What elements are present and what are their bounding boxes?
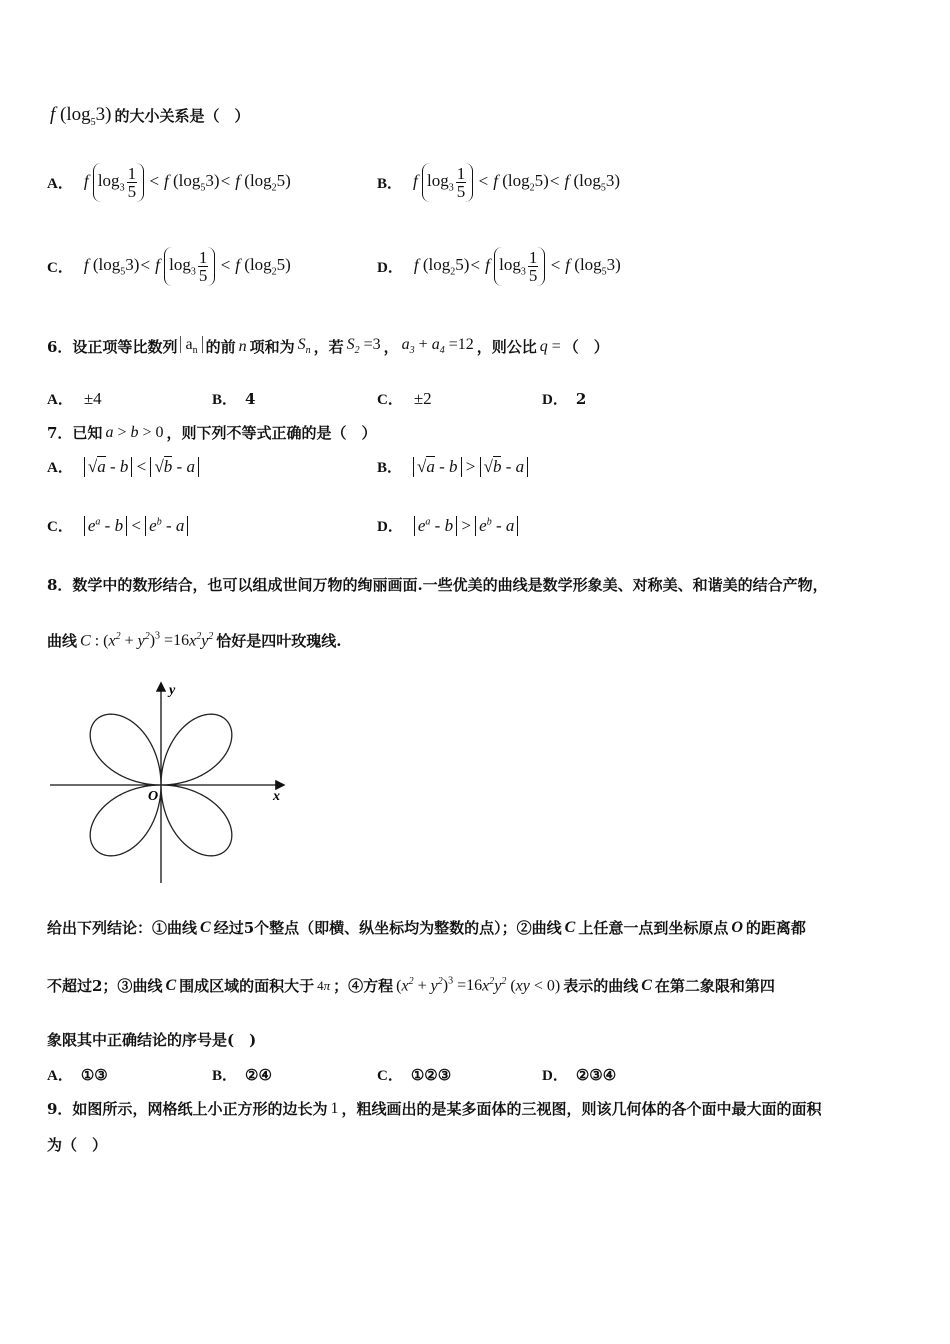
- q6-text: ，: [383, 338, 399, 356]
- q7-text: ，则下列不等式正确的是（ ）: [166, 424, 377, 442]
- q6-option-b[interactable]: [212, 388, 255, 409]
- q8-option-a[interactable]: [47, 1064, 108, 1085]
- q6-option-c[interactable]: [377, 388, 435, 409]
- option-label: A．: [47, 392, 73, 408]
- option-label: C．: [377, 392, 403, 408]
- option-value: ±4: [83, 388, 102, 408]
- option-value: ①③: [80, 1065, 108, 1084]
- q8-para-2: 曲线 C : $(x^2 + y^2)^3 =16x^2y^2$ 恰好是四叶玫瑰线.: [47, 630, 342, 650]
- q7-stem: 7．已知 a > b > 0 ，则下列不等式正确的是（ ）: [47, 423, 377, 442]
- q6-text: ，若: [313, 338, 344, 356]
- q8-option-b[interactable]: [212, 1064, 272, 1085]
- q8-text: 恰好是四叶玫瑰线.: [216, 632, 342, 650]
- option-value: 4: [245, 389, 256, 408]
- option-label: A．: [47, 460, 73, 476]
- q8-para-3: [47, 917, 806, 938]
- option-label: D．: [377, 519, 403, 535]
- q8-para-5: [47, 1029, 256, 1050]
- q8-text: 经过5个整点（即横、纵坐标均为整数的点）；②曲线: [213, 919, 562, 937]
- q8-var-c: C: [200, 918, 211, 936]
- y-axis-label: y: [169, 683, 176, 698]
- q8-para-4: 不超过2；③曲线 C 围成区域的面积大于 4π ；④方程 $(x^2 + y^2)^3 =16x^2y^2$ (xy < 0) 表示的曲线 C 在第二象限和第四: [47, 975, 775, 995]
- q9-text: ，粗线画出的是某多面体的三视图，则该几何体的各个面中最大面的面积: [341, 1100, 822, 1118]
- q6-option-d[interactable]: [542, 388, 586, 409]
- option-label: D．: [377, 260, 403, 276]
- q9-text: 为（ ）: [47, 1136, 108, 1154]
- q5-option-d[interactable]: D． f $(\log_25)< f$ $\log_3$ 1 5 < f $(\log_53)$: [377, 248, 621, 285]
- q5-stem: f $(\log_53)$ 的大小关系是（ ）: [50, 104, 250, 128]
- option-label: B．: [377, 176, 403, 192]
- option-value: ②④: [245, 1065, 272, 1084]
- option-label: D．: [542, 392, 568, 408]
- option-value: 2: [575, 389, 587, 408]
- q5-option-c[interactable]: C． f $(\log_53)< f$ $\log_3$ 1 5 < f $(\log_25)$: [47, 248, 291, 285]
- q8-text: 不超过2；③曲线: [47, 977, 163, 995]
- q8-var-c: C: [641, 976, 652, 994]
- q9-para-2: [47, 1134, 107, 1155]
- q8-var-c: C: [564, 918, 576, 936]
- q8-text: 围成区域的面积大于: [179, 977, 315, 995]
- option-label: B．: [377, 460, 403, 476]
- q6-option-a[interactable]: [47, 388, 105, 409]
- q8-text: 象限其中正确结论的序号是( ): [47, 1031, 257, 1049]
- q8-text: 在第二象限和第四: [654, 977, 775, 995]
- x-axis-label: x: [273, 789, 280, 804]
- q5-option-b[interactable]: B． f $\log_3$ 1 5 < f $(\log_25)< f$ $(\log_53)$: [377, 164, 621, 201]
- q6-text: 的前: [205, 338, 236, 356]
- q8-para-1: [47, 574, 828, 595]
- option-value: ①②③: [410, 1065, 452, 1084]
- option-label: B．: [212, 1068, 238, 1084]
- q7-option-d[interactable]: D． $e^a - b > e^b - a$: [377, 515, 521, 536]
- q8-text: ；④方程: [333, 977, 394, 995]
- q6-text: 项和为: [249, 338, 295, 356]
- q8-var-c: C: [165, 976, 177, 994]
- q7-text: 7．已知: [47, 424, 103, 442]
- q7-option-c[interactable]: C． $e^a - b < e^b - a$: [47, 515, 191, 536]
- q8-text: 表示的曲线: [563, 977, 639, 995]
- q8-var-o: O: [731, 918, 743, 936]
- option-label: B．: [212, 392, 238, 408]
- option-label: C．: [47, 519, 73, 535]
- q7-option-b[interactable]: B． √a - b > √b - a: [377, 456, 531, 477]
- q8-text: 上任意一点到坐标原点: [578, 919, 729, 937]
- q8-text: 的距离都: [745, 919, 806, 937]
- q7-option-a[interactable]: A． √a - b < √b - a: [47, 456, 202, 477]
- q5-option-a[interactable]: A． f $\log_3$ 1 5 < f $(\log_53)< f$ $(\log_25)$: [47, 164, 291, 201]
- four-leaf-rose-graph: [45, 678, 295, 888]
- q8-text: 曲线: [47, 632, 78, 650]
- q6-text: 6．设正项等比数列: [47, 338, 178, 356]
- q9-value: 1: [330, 1099, 339, 1117]
- origin-label: O: [148, 789, 159, 804]
- q6-n: n: [238, 337, 247, 355]
- q6-text: （ ）: [563, 338, 609, 356]
- q9-text: 9．如图所示，网格纸上小正方形的边长为: [47, 1100, 328, 1118]
- q8-option-c[interactable]: [377, 1064, 451, 1085]
- option-label: C．: [47, 260, 73, 276]
- q8-text: 8．数学中的数形结合，也可以组成世间万物的绚丽画面.一些优美的曲线是数学形象美、对称美、和谐美的结合产物，: [47, 576, 828, 594]
- option-value: ±2: [413, 388, 432, 408]
- option-label: A．: [47, 176, 73, 192]
- q9-para-1: [47, 1098, 821, 1119]
- q5-tail: 的大小关系是（ ）: [114, 107, 250, 126]
- option-label: C．: [377, 1068, 403, 1084]
- q6-text: ，则公比: [476, 338, 537, 356]
- option-label: A．: [47, 1068, 73, 1084]
- q8-option-d[interactable]: [542, 1064, 616, 1085]
- q6-stem: 6．设正项等比数列 $a_n$ 的前 n 项和为 $S_n$ ，若 $S_2 =3$ ， $a_3 + a_4 =12$ ，则公比 q = （ ）: [47, 336, 609, 357]
- option-label: D．: [542, 1068, 568, 1084]
- option-value: ②③④: [575, 1065, 617, 1084]
- q8-text: 给出下列结论：①曲线: [47, 919, 198, 937]
